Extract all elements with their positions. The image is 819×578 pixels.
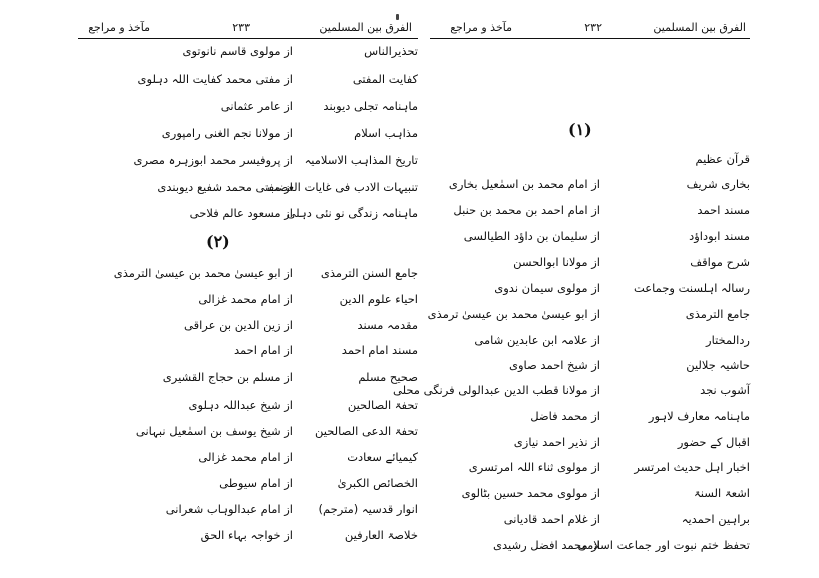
entry-author: از شیخ یوسف بن اسمٰعیل نبہانی bbox=[135, 424, 293, 438]
entry-author: از خواجہ بہاء الحق bbox=[200, 528, 293, 542]
list-item bbox=[78, 398, 418, 418]
entry-title: جامع الترمذی bbox=[685, 307, 750, 321]
entry-author: از سلیمان بن داؤد الطیالسی bbox=[463, 229, 600, 243]
entry-title: مسند ابوداؤد bbox=[689, 229, 750, 243]
list-item bbox=[78, 99, 418, 119]
entry-author: از مفتی محمد کفایت اللہ دہلوی bbox=[137, 72, 293, 86]
list-item bbox=[430, 152, 750, 172]
entry-title: بخاری شریف bbox=[686, 177, 750, 191]
right-header-book-title: الفرق بین المسلمین bbox=[653, 21, 746, 34]
entry-title: اشعۃ السنۃ bbox=[694, 486, 750, 500]
entry-author: از مسعود عالم فلاحی bbox=[189, 206, 293, 220]
entry-author: از امام محمد غزالی bbox=[198, 450, 293, 464]
left-header-section: مآخذ و مراجع bbox=[88, 21, 150, 34]
entry-title: مسند احمد bbox=[697, 203, 750, 217]
entry-title: ماہنامہ زندگی نو نئی دہلی bbox=[286, 206, 418, 220]
entry-title: مقدمہ مسند bbox=[357, 318, 418, 332]
entry-title: کیمیائے سعادت bbox=[347, 450, 418, 464]
left-page bbox=[78, 0, 418, 578]
entry-author: از مولوی قاسم نانوتوی bbox=[182, 44, 293, 58]
entry-title: صحیح مسلم bbox=[358, 370, 418, 384]
list-item bbox=[430, 203, 750, 223]
right-header-page-number: ۲۳۲ bbox=[584, 21, 602, 34]
entry-title: اقبال کے حضور bbox=[677, 435, 750, 449]
entry-author: از امام احمد بن محمد بن حنبل bbox=[453, 203, 600, 217]
right-header-section: مآخذ و مراجع bbox=[450, 21, 512, 34]
entry-author: از شیخ عبداللہ دہلوی bbox=[188, 398, 293, 412]
entry-author: از امام محمد غزالی bbox=[198, 292, 293, 306]
list-item bbox=[78, 72, 418, 92]
entry-author: از ابو عیسیٰ محمد بن عیسیٰ ترمذی bbox=[427, 307, 600, 321]
entry-author: از شیخ احمد صاوی bbox=[508, 358, 600, 372]
entry-title: مذاہب اسلام bbox=[354, 126, 418, 140]
section-number: (۲) bbox=[206, 232, 230, 251]
list-item bbox=[78, 370, 418, 390]
entry-author: از مولانا نجم الغنی رامپوری bbox=[161, 126, 293, 140]
section-number: (۱) bbox=[568, 120, 592, 139]
entry-title: ردالمختار bbox=[706, 333, 750, 347]
list-item bbox=[78, 476, 418, 496]
list-item bbox=[78, 343, 418, 363]
list-item bbox=[430, 229, 750, 249]
list-item bbox=[430, 435, 750, 455]
entry-author: از محمد فاضل bbox=[530, 409, 600, 423]
entry-author: از امام عبدالوہاب شعرانی bbox=[165, 502, 293, 516]
right-page-header bbox=[430, 18, 750, 39]
entry-author: از مولانا ابوالحسن bbox=[513, 255, 600, 269]
list-item bbox=[78, 180, 418, 200]
entry-author: از محمد افضل رشیدی bbox=[492, 538, 600, 552]
entry-title: رسالہ اہلسنت وجماعت bbox=[634, 281, 750, 295]
entry-title: حاشیہ جلالین bbox=[686, 358, 750, 372]
entry-title: انوار قدسیہ (مترجم) bbox=[318, 502, 418, 516]
entry-author: از نذیر احمد نیازی bbox=[513, 435, 600, 449]
list-item bbox=[78, 528, 418, 548]
entry-title: قرآن عظیم bbox=[695, 152, 750, 166]
entry-author: از امام احمد bbox=[233, 343, 293, 357]
list-item bbox=[430, 538, 750, 558]
list-item bbox=[430, 409, 750, 429]
entry-title: جامع السنن الترمذی bbox=[320, 266, 418, 280]
entry-author: از امام سیوطی bbox=[219, 476, 293, 490]
entry-author: از امام محمد بن اسمٰعیل بخاری bbox=[448, 177, 600, 191]
entry-title: کفایت المفتی bbox=[352, 72, 418, 86]
list-item bbox=[427, 307, 750, 327]
entry-title: تنبیہات الادب فی غایات الغضب bbox=[267, 180, 418, 194]
entry-title: تاریخ المذاہب الاسلامیہ bbox=[304, 153, 418, 167]
entry-title: مسند امام احمد bbox=[341, 343, 418, 357]
entry-author: از مولوی سیمان ندوی bbox=[494, 281, 600, 295]
left-page-header bbox=[78, 18, 418, 39]
entry-title: براہین احمدیہ bbox=[681, 512, 750, 526]
list-item bbox=[78, 44, 418, 64]
list-item bbox=[430, 333, 750, 353]
entry-author: از غلام احمد قادیانی bbox=[503, 512, 600, 526]
entry-author: از علامہ ابن عابدین شامی bbox=[474, 333, 600, 347]
entry-title: الخصائص الکبریٰ bbox=[337, 476, 418, 490]
entry-title: ماہنامہ معارف لاہور bbox=[648, 409, 750, 423]
entry-title: تحفۃ الصالحین bbox=[347, 398, 418, 412]
list-item bbox=[78, 126, 418, 146]
entry-title: آشوب نجد bbox=[700, 383, 750, 397]
entry-author: از عامر عثمانی bbox=[220, 99, 293, 113]
list-item bbox=[430, 255, 750, 275]
right-page bbox=[392, 0, 750, 578]
ink-mark bbox=[396, 14, 399, 20]
list-item bbox=[430, 460, 750, 480]
list-item bbox=[78, 292, 418, 312]
list-item bbox=[392, 383, 750, 403]
entry-title: تحفۃ الدعی الصالحین bbox=[314, 424, 418, 438]
entry-title: احیاء علوم الدین bbox=[339, 292, 418, 306]
entry-author: از مولوی ثناء اللہ امرتسری bbox=[468, 460, 600, 474]
entry-author: از مولوی محمد حسین بٹالوی bbox=[461, 486, 600, 500]
entry-title: تحفظ ختم نبوت اور جماعت اسلامی bbox=[577, 538, 750, 552]
left-header-book-title: الفرق بین المسلمین bbox=[319, 21, 412, 34]
entry-title: تحذیرالناس bbox=[364, 44, 418, 58]
list-item bbox=[78, 318, 418, 338]
list-item bbox=[78, 502, 418, 522]
list-item bbox=[78, 206, 418, 226]
entry-title: خلاصۃ العارفین bbox=[344, 528, 418, 542]
entry-author: از پروفیسر محمد ابوزہرہ مصری bbox=[133, 153, 293, 167]
list-item bbox=[430, 281, 750, 301]
list-item bbox=[430, 512, 750, 532]
list-item bbox=[78, 153, 418, 173]
entry-author: از ابو عیسیٰ محمد بن عیسیٰ الترمذی bbox=[113, 266, 293, 280]
left-header-page-number: ۲۳۳ bbox=[232, 21, 250, 34]
list-item bbox=[78, 450, 418, 470]
entry-author: از مولانا قطب الدین عبدالولی فرنگی محلی bbox=[392, 383, 600, 397]
entry-title: ماہنامہ تجلی دیوبند bbox=[323, 99, 418, 113]
list-item bbox=[78, 424, 418, 444]
entry-title: اخبار اہل حدیث امرتسر bbox=[634, 460, 750, 474]
entry-author: از مفتی محمد شفیع دیوبندی bbox=[157, 180, 293, 194]
entry-title: شرح مواقف bbox=[690, 255, 750, 269]
entry-author: از زین الدین بن عراقی bbox=[183, 318, 293, 332]
list-item bbox=[430, 486, 750, 506]
list-item bbox=[430, 177, 750, 197]
list-item bbox=[430, 358, 750, 378]
entry-author: از مسلم بن حجاج القشیری bbox=[162, 370, 293, 384]
list-item bbox=[78, 266, 418, 286]
